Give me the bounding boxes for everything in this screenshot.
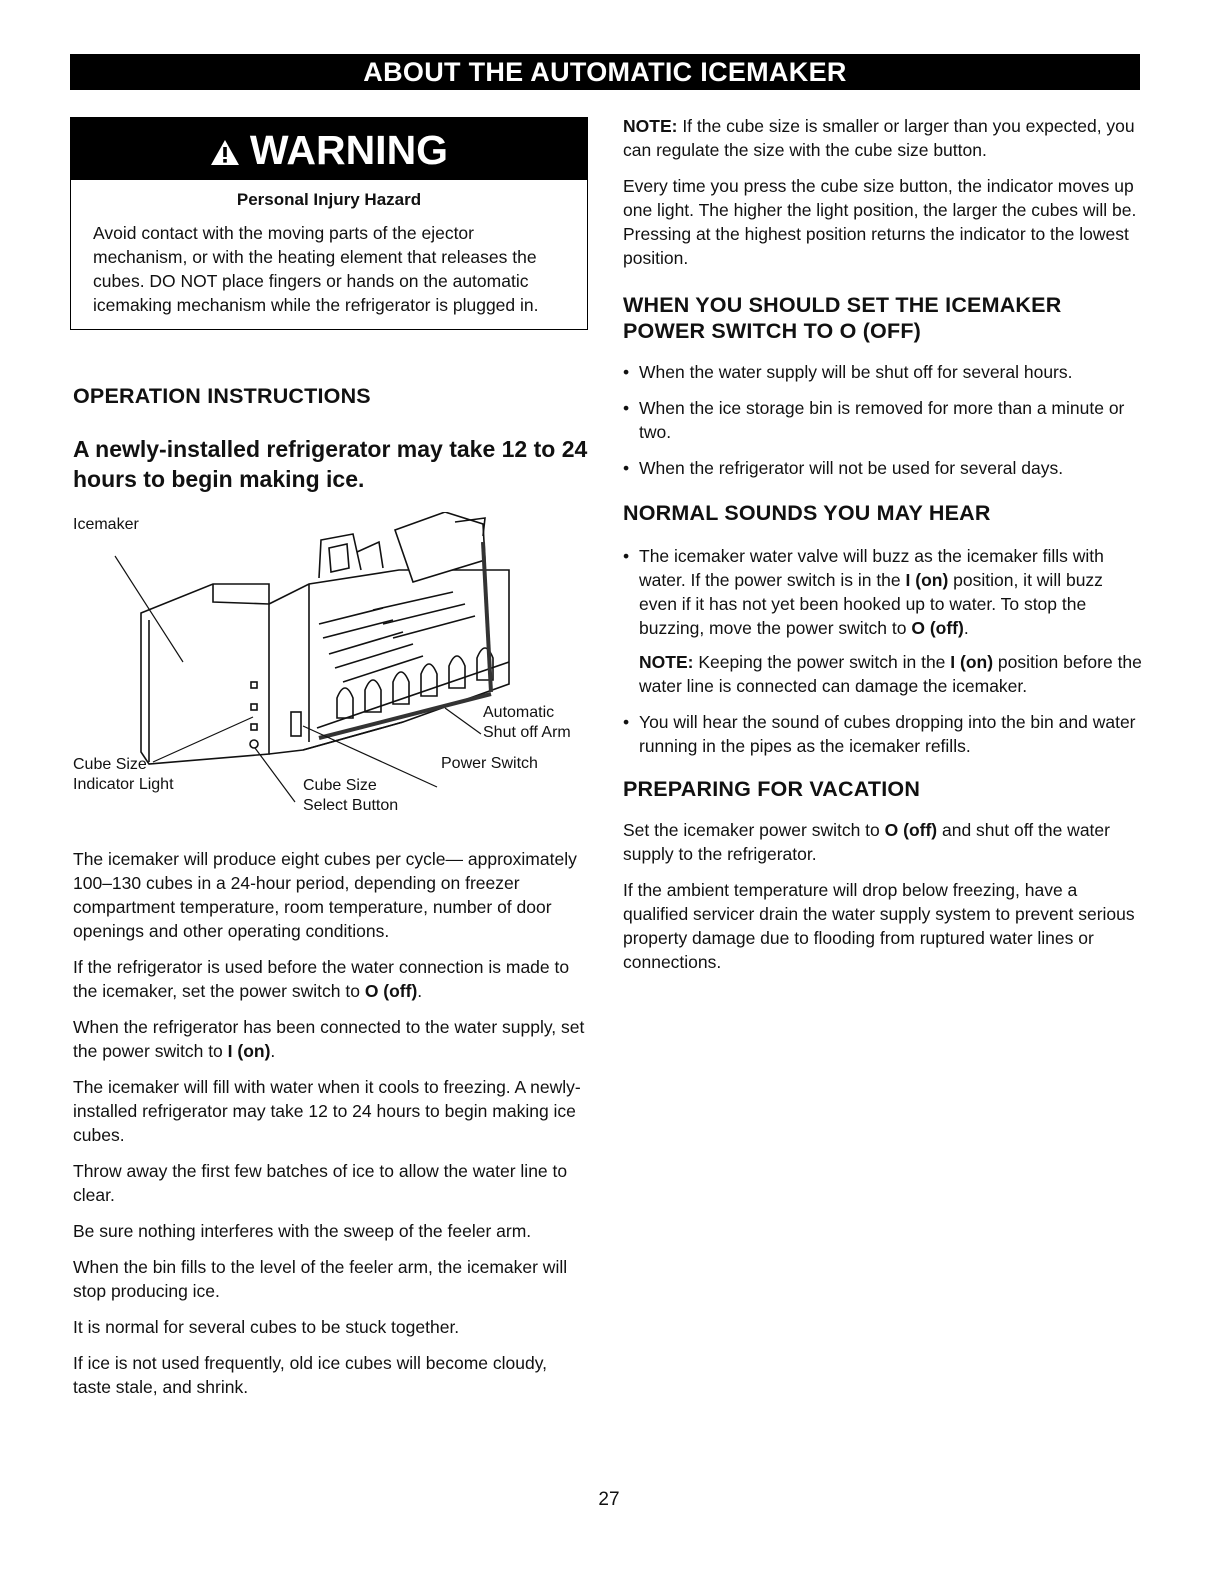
list-item: • When the refrigerator will not be used for several days. [623, 456, 1143, 480]
label-cube-size-indicator: Cube Size Indicator Light [73, 756, 174, 793]
list-item: • When the ice storage bin is removed for more than a minute or two. [623, 396, 1143, 444]
note-cube-size: NOTE: If the cube size is smaller or larger than you expected, you can regulate the size with the cube size button. [623, 116, 1135, 160]
operation-paragraph: It is normal for several cubes to be stuck together. [73, 1317, 460, 1337]
operation-paragraph: The icemaker will fill with water when it cools to freezing. A newly-installed refrigerator may take 12 to 24 hours to begin making ice cubes. [73, 1077, 581, 1145]
sounds-heading: NORMAL SOUNDS YOU MAY HEAR [623, 501, 991, 525]
when-off-list [623, 360, 1143, 480]
label-shut-off-arm: Automatic Shut off Arm [483, 704, 571, 741]
page-number: 27 [598, 1489, 620, 1510]
operation-paragraph: The icemaker will produce eight cubes per cycle— approximately 100–130 cubes in a 24-hour period, depending on freezer compartment temperature, room temperature, number of door openings and other operating conditions. [73, 849, 577, 941]
vacation-paragraph: If the ambient temperature will drop below freezing, have a qualified servicer drain the water supply system to prevent serious property damage due to flooding from ruptured water lines or connections. [623, 880, 1135, 972]
operation-paragraph: If the refrigerator is used before the water connection is made to the icemaker, set the power switch to O (off). [73, 957, 570, 1001]
warning-box [70, 117, 588, 330]
left-column [73, 117, 589, 1411]
when-off-heading: WHEN YOU SHOULD SET THE ICEMAKER POWER SWITCH TO O (OFF) [623, 293, 1062, 343]
label-cube-size-select: Cube Size Select Button [303, 777, 399, 814]
vacation-paragraph: Set the icemaker power switch to O (off) and shut off the water supply to the refrigerator. [623, 820, 1110, 864]
list-item: • You will hear the sound of cubes dropping into the bin and water running in the pipes as the icemaker refills. [623, 710, 1143, 758]
operation-heading: OPERATION INSTRUCTIONS [73, 384, 371, 408]
warning-heading: WARNING [249, 127, 449, 173]
warning-subheading: Personal Injury Hazard [236, 190, 422, 209]
warning-body: Avoid contact with the moving parts of the ejector mechanism, or with the heating element that releases the cubes. DO NOT place fingers or hands on the automatic icemaking mechanism while the refrigerator is plugged in. [93, 223, 539, 315]
right-column [623, 114, 1143, 986]
vacation-heading: PREPARING FOR VACATION [623, 777, 921, 801]
operation-paragraph: If ice is not used frequently, old ice cubes will become cloudy, taste stale, and shrink. [73, 1353, 548, 1397]
label-icemaker: Icemaker [73, 516, 139, 533]
operation-subheading: A newly-installed refrigerator may take 12 to 24 hours to begin making ice. [73, 436, 588, 492]
label-power-switch: Power Switch [441, 755, 538, 772]
page-banner-title: ABOUT THE AUTOMATIC ICEMAKER [70, 54, 1140, 90]
operation-paragraph: When the bin fills to the level of the feeler arm, the icemaker will stop producing ice. [73, 1257, 568, 1301]
cube-button-paragraph: Every time you press the cube size button, the indicator moves up one light. The higher the light position, the larger the cubes will be. Pressing at the highest position returns the indicator to the lowest position. [623, 176, 1137, 268]
list-item: • When the water supply will be shut off for several hours. [623, 360, 1143, 384]
warning-header [71, 118, 587, 180]
list-item: • The icemaker water valve will buzz as the icemaker fills with water. If the power switch is in the I (on) position, it will buzz even if it has not yet been hooked up to water. To stop the buzzing, move the power switch to O (off). NOTE: Keeping the power switch in the I (on) position before the water line is connected can damage the icemaker. [623, 544, 1143, 698]
note-power-switch: NOTE: Keeping the power switch in the I (on) position before the water line is connected can damage the icemaker. [639, 652, 1142, 696]
operation-paragraph: Be sure nothing interferes with the sweep of the feeler arm. [73, 1221, 532, 1241]
sounds-list [623, 544, 1143, 758]
icemaker-figure [73, 512, 589, 816]
operation-paragraph: When the refrigerator has been connected to the water supply, set the power switch to I (on). [73, 1017, 585, 1061]
operation-paragraph: Throw away the first few batches of ice to allow the water line to clear. [73, 1161, 568, 1205]
warning-triangle-icon [210, 139, 240, 166]
